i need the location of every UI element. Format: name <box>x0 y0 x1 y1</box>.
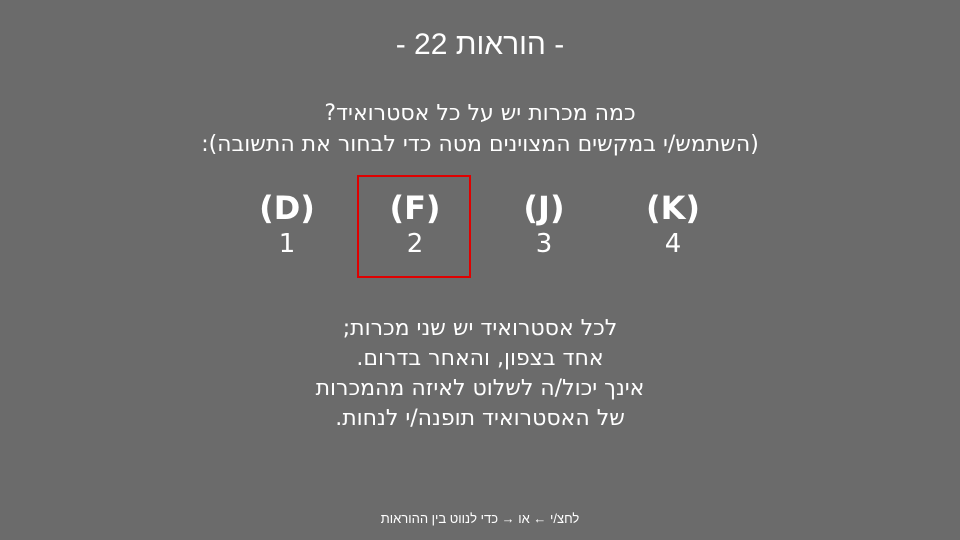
page-title: - הוראות 22 - <box>395 28 565 61</box>
option-number: 2 <box>406 229 424 259</box>
navigation-hint: לחצ/י ← או → כדי לנווט בין ההוראות <box>380 511 580 526</box>
option-k[interactable] <box>618 188 728 260</box>
option-d[interactable] <box>232 188 342 260</box>
explanation-line: אחד בצפון, והאחר בדרום. <box>356 346 604 371</box>
option-key-label: (J) <box>523 189 565 227</box>
explanation-line: אינך יכול/ה לשלוט לאיזה מהמכרות <box>315 376 645 401</box>
explanation-line: של האסטרואיד תופנה/י לנחות. <box>335 406 625 431</box>
option-key-label: (F) <box>389 189 441 227</box>
selected-option-highlight <box>357 175 471 278</box>
question-line: כמה מכרות יש על כל אסטרואיד? <box>324 101 636 126</box>
option-key-label: (D) <box>259 189 315 227</box>
explanation-text <box>0 314 960 434</box>
question-instruction-line: (השתמש/י במקשים המצוינים מטה כדי לבחור את התשובה): <box>201 132 759 157</box>
option-number: 4 <box>664 229 682 259</box>
option-number: 1 <box>278 229 296 259</box>
option-key-label: (K) <box>645 189 701 227</box>
option-number: 3 <box>535 229 553 259</box>
explanation-line: לכל אסטרואיד יש שני מכרות; <box>342 316 618 341</box>
option-j[interactable] <box>489 188 599 260</box>
